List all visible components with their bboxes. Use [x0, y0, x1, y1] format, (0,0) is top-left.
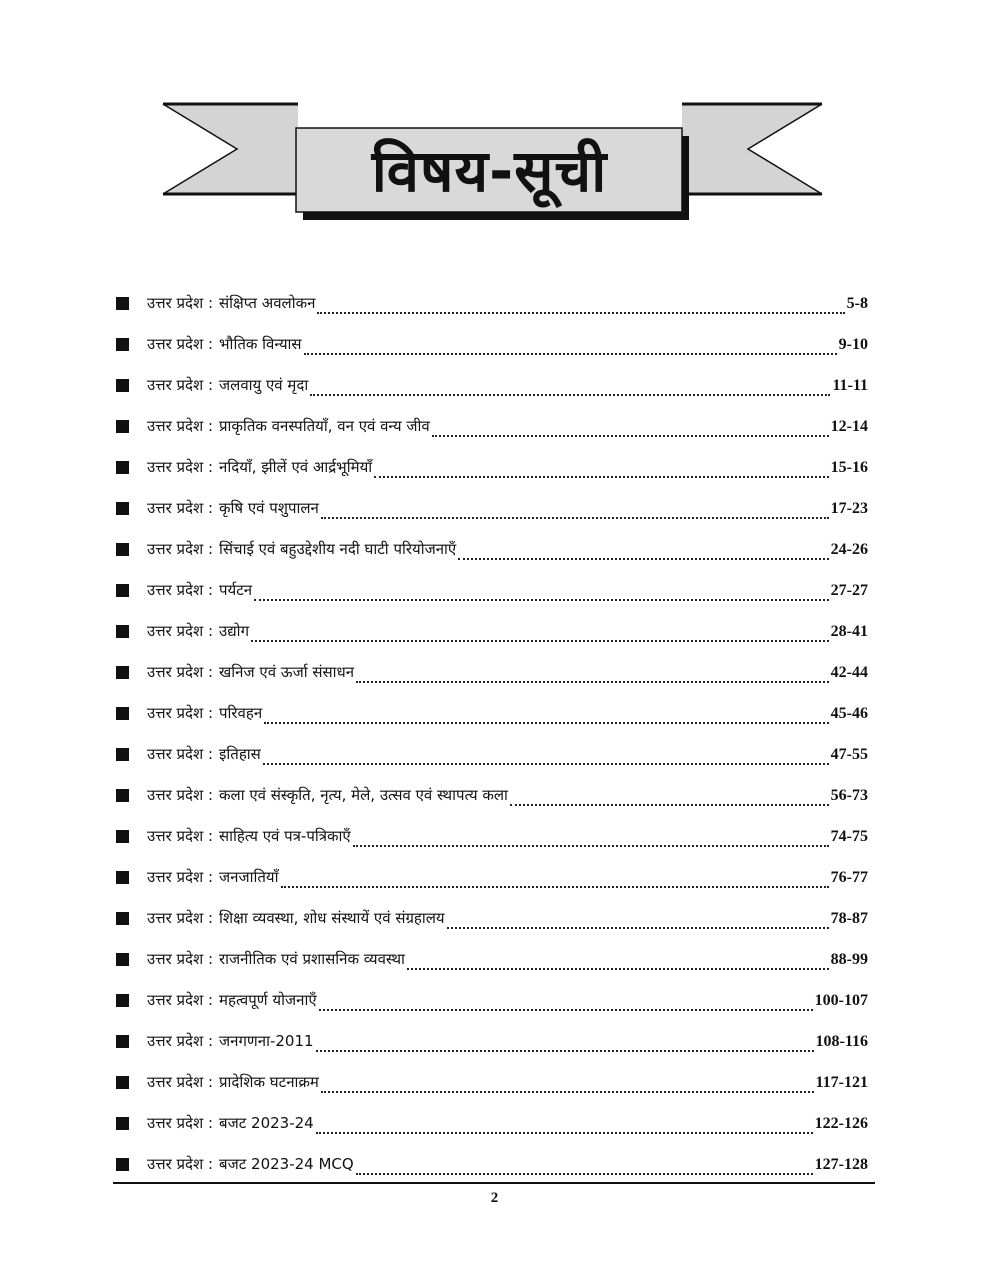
- title-banner: [0, 0, 989, 260]
- toc-topic: साहित्य एवं पत्र-पत्रिकाएँ: [219, 827, 351, 845]
- toc-pages: 27-27: [830, 581, 868, 599]
- dot-leader: [374, 476, 829, 478]
- dot-leader: [304, 353, 837, 355]
- toc-pages: 78-87: [830, 909, 868, 927]
- toc-pages: 45-46: [830, 704, 868, 722]
- toc-topic: राजनीतिक एवं प्रशासनिक व्यवस्था: [219, 950, 405, 968]
- toc-row[interactable]: [116, 447, 868, 488]
- toc-row[interactable]: [116, 898, 868, 939]
- toc-pages: 56-73: [830, 786, 868, 804]
- toc-topic: बजट 2023-24: [219, 1114, 314, 1132]
- toc-topic: इतिहास: [219, 745, 261, 763]
- dot-leader: [281, 886, 829, 888]
- toc-row[interactable]: [116, 365, 868, 406]
- toc-pages: 76-77: [830, 868, 868, 886]
- square-bullet-icon: [116, 748, 129, 761]
- toc-topic: महत्वपूर्ण योजनाएँ: [219, 991, 317, 1009]
- toc-prefix: उत्तर प्रदेश :: [147, 950, 214, 968]
- toc-prefix: उत्तर प्रदेश :: [147, 1032, 214, 1050]
- toc-topic: कृषि एवं पशुपालन: [219, 499, 319, 517]
- toc-row[interactable]: [116, 980, 868, 1021]
- toc-topic: शिक्षा व्यवस्था, शोध संस्थायें एवं संग्रहालय: [219, 909, 445, 927]
- square-bullet-icon: [116, 420, 129, 433]
- dot-leader: [356, 1173, 813, 1175]
- toc-row[interactable]: [116, 529, 868, 570]
- dot-leader: [510, 804, 829, 806]
- square-bullet-icon: [116, 707, 129, 720]
- toc-prefix: उत्तर प्रदेश :: [147, 540, 214, 558]
- toc-row[interactable]: [116, 857, 868, 898]
- toc-pages: 47-55: [830, 745, 868, 763]
- page-number: 2: [490, 1190, 499, 1206]
- square-bullet-icon: [116, 1117, 129, 1130]
- dot-leader: [254, 599, 829, 601]
- toc-pages: 42-44: [830, 663, 868, 681]
- toc-prefix: उत्तर प्रदेश :: [147, 1114, 214, 1132]
- dot-leader: [321, 1091, 814, 1093]
- toc-pages: 74-75: [830, 827, 868, 845]
- square-bullet-icon: [116, 1035, 129, 1048]
- square-bullet-icon: [116, 338, 129, 351]
- toc-topic: प्रादेशिक घटनाक्रम: [219, 1073, 319, 1091]
- toc-pages: 108-116: [815, 1032, 868, 1050]
- toc-prefix: उत्तर प्रदेश :: [147, 294, 214, 312]
- square-bullet-icon: [116, 994, 129, 1007]
- dot-leader: [264, 722, 828, 724]
- toc-pages: 127-128: [814, 1155, 868, 1173]
- toc-row[interactable]: [116, 406, 868, 447]
- toc-prefix: उत्तर प्रदेश :: [147, 663, 214, 681]
- dot-leader: [353, 845, 829, 847]
- toc-topic: पर्यटन: [219, 581, 253, 599]
- toc-row[interactable]: [116, 775, 868, 816]
- toc-topic: परिवहन: [219, 704, 263, 722]
- toc-row[interactable]: [116, 570, 868, 611]
- square-bullet-icon: [116, 953, 129, 966]
- toc-row[interactable]: [116, 324, 868, 365]
- square-bullet-icon: [116, 1158, 129, 1171]
- toc-pages: 11-11: [832, 376, 868, 394]
- square-bullet-icon: [116, 1076, 129, 1089]
- toc-pages: 17-23: [830, 499, 868, 517]
- square-bullet-icon: [116, 379, 129, 392]
- dot-leader: [310, 394, 830, 396]
- toc-topic: प्राकृतिक वनस्पतियाँ, वन एवं वन्य जीव: [219, 417, 430, 435]
- toc-pages: 9-10: [838, 335, 868, 353]
- dot-leader: [407, 968, 829, 970]
- toc-row[interactable]: [116, 734, 868, 775]
- toc-prefix: उत्तर प्रदेश :: [147, 1155, 214, 1173]
- toc-row[interactable]: [116, 1144, 868, 1185]
- toc-row[interactable]: [116, 1062, 868, 1103]
- toc-row[interactable]: [116, 693, 868, 734]
- square-bullet-icon: [116, 297, 129, 310]
- dot-leader: [458, 558, 828, 560]
- toc-topic: जलवायु एवं मृदा: [219, 376, 309, 394]
- toc-prefix: उत्तर प्रदेश :: [147, 335, 214, 353]
- toc-topic: भौतिक विन्यास: [219, 335, 302, 353]
- toc-prefix: उत्तर प्रदेश :: [147, 376, 214, 394]
- square-bullet-icon: [116, 912, 129, 925]
- toc-row[interactable]: [116, 939, 868, 980]
- toc-topic: नदियाँ, झीलें एवं आर्द्रभूमियाँ: [219, 458, 373, 476]
- dot-leader: [316, 1050, 814, 1052]
- title-box: [297, 130, 682, 212]
- toc-prefix: उत्तर प्रदेश :: [147, 417, 214, 435]
- toc-pages: 5-8: [846, 294, 868, 312]
- toc-prefix: उत्तर प्रदेश :: [147, 827, 214, 845]
- dot-leader: [251, 640, 829, 642]
- toc-pages: 100-107: [814, 991, 868, 1009]
- toc-topic: कला एवं संस्कृति, नृत्य, मेले, उत्सव एवं स्थापत्य कला: [219, 786, 508, 804]
- toc-pages: 24-26: [830, 540, 868, 558]
- table-of-contents: [116, 283, 868, 1185]
- square-bullet-icon: [116, 584, 129, 597]
- toc-row[interactable]: [116, 1103, 868, 1144]
- dot-leader: [263, 763, 829, 765]
- dot-leader: [356, 681, 829, 683]
- toc-row[interactable]: [116, 488, 868, 529]
- dot-leader: [432, 435, 829, 437]
- toc-prefix: उत्तर प्रदेश :: [147, 909, 214, 927]
- square-bullet-icon: [116, 789, 129, 802]
- toc-topic: बजट 2023-24 MCQ: [219, 1155, 354, 1173]
- toc-pages: 12-14: [830, 417, 868, 435]
- toc-topic: जनगणना-2011: [219, 1032, 314, 1050]
- dot-leader: [317, 312, 844, 314]
- toc-prefix: उत्तर प्रदेश :: [147, 1073, 214, 1091]
- square-bullet-icon: [116, 543, 129, 556]
- square-bullet-icon: [116, 871, 129, 884]
- toc-topic: उद्योग: [219, 622, 250, 640]
- dot-leader: [316, 1132, 813, 1134]
- square-bullet-icon: [116, 461, 129, 474]
- toc-pages: 28-41: [830, 622, 868, 640]
- dot-leader: [319, 1009, 813, 1011]
- toc-topic: जनजातियाँ: [219, 868, 279, 886]
- footer-divider: [113, 1182, 875, 1184]
- toc-pages: 88-99: [830, 950, 868, 968]
- toc-prefix: उत्तर प्रदेश :: [147, 458, 214, 476]
- toc-pages: 122-126: [814, 1114, 868, 1132]
- toc-row[interactable]: [116, 1021, 868, 1062]
- toc-row[interactable]: [116, 652, 868, 693]
- toc-row[interactable]: [116, 283, 868, 324]
- toc-prefix: उत्तर प्रदेश :: [147, 786, 214, 804]
- toc-row[interactable]: [116, 611, 868, 652]
- toc-prefix: उत्तर प्रदेश :: [147, 704, 214, 722]
- square-bullet-icon: [116, 666, 129, 679]
- toc-prefix: उत्तर प्रदेश :: [147, 745, 214, 763]
- toc-row[interactable]: [116, 816, 868, 857]
- dot-leader: [447, 927, 829, 929]
- toc-prefix: उत्तर प्रदेश :: [147, 991, 214, 1009]
- toc-prefix: उत्तर प्रदेश :: [147, 868, 214, 886]
- square-bullet-icon: [116, 830, 129, 843]
- toc-pages: 15-16: [830, 458, 868, 476]
- toc-prefix: उत्तर प्रदेश :: [147, 499, 214, 517]
- toc-prefix: उत्तर प्रदेश :: [147, 581, 214, 599]
- toc-topic: संक्षिप्त अवलोकन: [219, 294, 316, 312]
- toc-prefix: उत्तर प्रदेश :: [147, 622, 214, 640]
- square-bullet-icon: [116, 625, 129, 638]
- toc-topic: सिंचाई एवं बहुउद्देशीय नदी घाटी परियोजनाएँ: [219, 540, 457, 558]
- toc-pages: 117-121: [815, 1073, 868, 1091]
- page-title: विषय-सूची: [371, 137, 608, 205]
- dot-leader: [321, 517, 829, 519]
- square-bullet-icon: [116, 502, 129, 515]
- toc-topic: खनिज एवं ऊर्जा संसाधन: [219, 663, 355, 681]
